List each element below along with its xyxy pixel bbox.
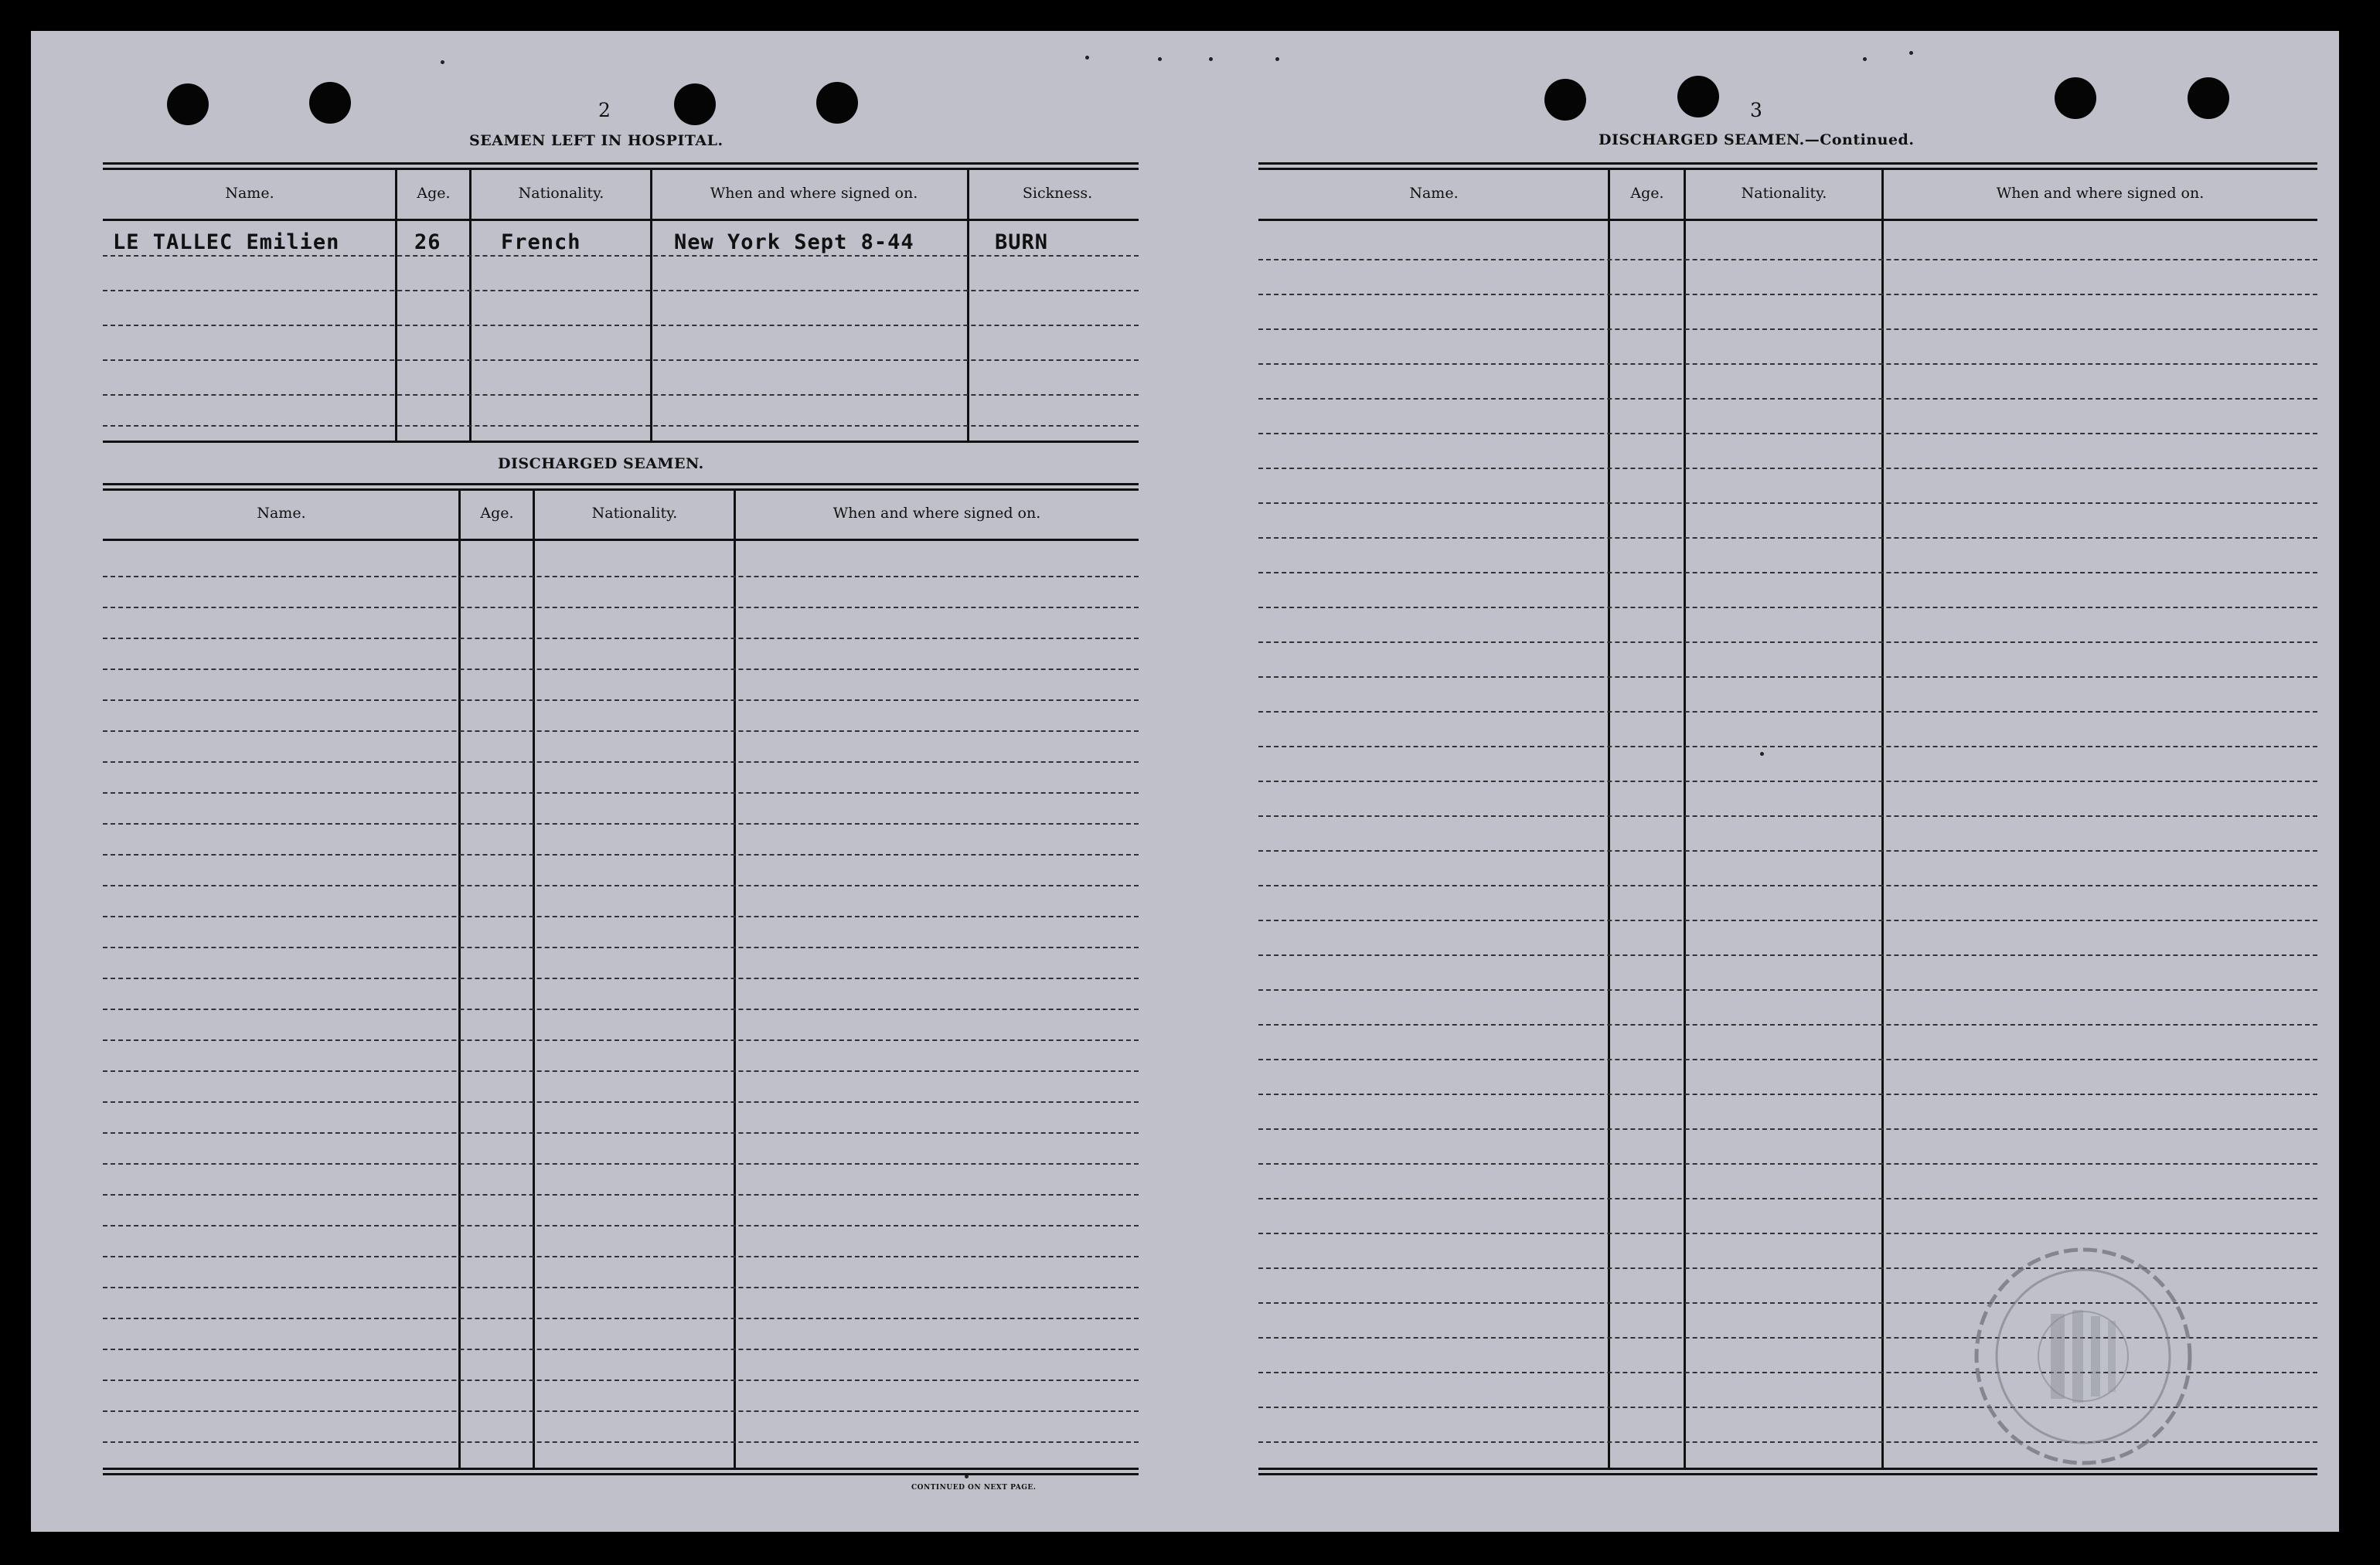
discharged-row-line bbox=[103, 1132, 1139, 1134]
right-col-name: Name. bbox=[1409, 185, 1459, 202]
discharged-row-line bbox=[103, 1380, 1139, 1381]
right-top-rule-2 bbox=[1258, 168, 2317, 170]
hospital-entry-age: 26 bbox=[414, 230, 441, 254]
discharged-row-line bbox=[103, 1070, 1139, 1072]
discharged-row-line bbox=[103, 1287, 1139, 1288]
right-row-line bbox=[1258, 954, 2317, 956]
hospital-col-age: Age. bbox=[417, 185, 451, 202]
speck bbox=[1760, 752, 1764, 756]
right-row-line bbox=[1258, 815, 2317, 817]
right-row-line bbox=[1258, 433, 2317, 434]
discharged-col-nationality: Nationality. bbox=[591, 505, 678, 522]
right-row-line bbox=[1258, 989, 2317, 991]
hospital-entry-name: LE TALLEC Emilien bbox=[113, 230, 340, 254]
right-row-line bbox=[1258, 328, 2317, 330]
speck bbox=[1863, 57, 1867, 61]
hospital-row-line bbox=[103, 359, 1139, 361]
hospital-row-line bbox=[103, 394, 1139, 396]
discharged-section-title: DISCHARGED SEAMEN. bbox=[498, 455, 704, 472]
right-col-divider bbox=[1684, 170, 1686, 1468]
hospital-col-divider bbox=[395, 170, 397, 441]
discharged-row-line bbox=[103, 885, 1139, 886]
manifest-sheet bbox=[31, 31, 2339, 1532]
discharged-row-line bbox=[103, 1256, 1139, 1257]
right-row-line bbox=[1258, 572, 2317, 573]
hospital-col-nationality: Nationality. bbox=[518, 185, 604, 202]
hospital-top-rule bbox=[103, 162, 1139, 165]
speck bbox=[1158, 57, 1162, 61]
hospital-col-divider bbox=[650, 170, 652, 441]
right-top-rule bbox=[1258, 162, 2317, 165]
hospital-col-signed-on: When and where signed on. bbox=[710, 185, 918, 202]
discharged-row-line bbox=[103, 761, 1139, 763]
right-row-line bbox=[1258, 1163, 2317, 1165]
right-row-line bbox=[1258, 537, 2317, 539]
discharged-row-line bbox=[103, 792, 1139, 794]
hospital-row-line bbox=[103, 325, 1139, 326]
right-bottom-rule-2 bbox=[1258, 1473, 2317, 1475]
discharged-row-line bbox=[103, 1349, 1139, 1350]
discharged-row-line bbox=[103, 1318, 1139, 1319]
punch-hole bbox=[2188, 77, 2229, 119]
discharged-row-line bbox=[103, 699, 1139, 701]
discharged-row-line bbox=[103, 730, 1139, 732]
speck bbox=[441, 60, 444, 64]
discharged-header-rule bbox=[103, 539, 1139, 541]
discharged-col-name: Name. bbox=[257, 505, 306, 522]
right-row-line bbox=[1258, 294, 2317, 295]
discharged-bottom-rule bbox=[103, 1468, 1139, 1470]
right-row-line bbox=[1258, 676, 2317, 678]
hospital-bottom-rule bbox=[103, 441, 1139, 443]
hospital-top-rule-2 bbox=[103, 168, 1139, 170]
punch-hole bbox=[309, 82, 351, 124]
right-row-line bbox=[1258, 1128, 2317, 1130]
right-col-divider bbox=[1608, 170, 1610, 1468]
right-col-divider bbox=[1881, 170, 1884, 1468]
right-row-line bbox=[1258, 363, 2317, 365]
page-number-left: 2 bbox=[598, 99, 611, 121]
hospital-col-name: Name. bbox=[225, 185, 274, 202]
punch-hole bbox=[1544, 79, 1586, 121]
right-row-line bbox=[1258, 259, 2317, 260]
right-row-line bbox=[1258, 641, 2317, 643]
right-row-line bbox=[1258, 502, 2317, 504]
right-header-rule bbox=[1258, 219, 2317, 221]
right-row-line bbox=[1258, 1024, 2317, 1026]
discharged-row-line bbox=[103, 669, 1139, 670]
speck bbox=[1085, 56, 1089, 60]
discharged-row-line bbox=[103, 1194, 1139, 1196]
right-row-line bbox=[1258, 781, 2317, 782]
discharged-row-line bbox=[103, 1441, 1139, 1443]
discharged-col-age: Age. bbox=[480, 505, 514, 522]
circular-stamp bbox=[1967, 1240, 2199, 1472]
discharged-row-line bbox=[103, 978, 1139, 979]
hospital-col-divider bbox=[469, 170, 472, 441]
discharged-row-line bbox=[103, 854, 1139, 856]
punch-hole bbox=[1677, 76, 1719, 117]
hospital-section-title: SEAMEN LEFT IN HOSPITAL. bbox=[469, 132, 724, 149]
hospital-col-sickness: Sickness. bbox=[1022, 185, 1093, 202]
punch-hole bbox=[2055, 77, 2096, 119]
discharged-row-line bbox=[103, 947, 1139, 948]
discharged-row-line bbox=[103, 823, 1139, 825]
discharged-top-rule-2 bbox=[103, 488, 1139, 491]
right-row-line bbox=[1258, 1059, 2317, 1060]
right-row-line bbox=[1258, 1233, 2317, 1234]
punch-hole bbox=[816, 82, 858, 124]
discharged-row-line bbox=[103, 916, 1139, 917]
hospital-row-line bbox=[103, 425, 1139, 427]
page-number-right: 3 bbox=[1750, 99, 1762, 121]
right-row-line bbox=[1258, 1198, 2317, 1199]
hospital-row-line bbox=[103, 290, 1139, 291]
speck bbox=[1275, 57, 1279, 61]
right-row-line bbox=[1258, 920, 2317, 921]
discharged-col-signed-on: When and where signed on. bbox=[832, 505, 1041, 522]
discharged-row-line bbox=[103, 1225, 1139, 1226]
discharged-bottom-rule-2 bbox=[103, 1473, 1139, 1475]
punch-hole bbox=[674, 83, 716, 125]
speck bbox=[1909, 51, 1913, 55]
discharged-row-line bbox=[103, 1039, 1139, 1041]
right-row-line bbox=[1258, 607, 2317, 608]
discharged-row-line bbox=[103, 1101, 1139, 1103]
discharged-row-line bbox=[103, 638, 1139, 639]
discharged-row-line bbox=[103, 1163, 1139, 1165]
right-row-line bbox=[1258, 850, 2317, 852]
right-row-line bbox=[1258, 468, 2317, 469]
right-col-age: Age. bbox=[1630, 185, 1664, 202]
discharged-row-line bbox=[103, 1410, 1139, 1412]
discharged-row-line bbox=[103, 1009, 1139, 1010]
continued-note: CONTINUED ON NEXT PAGE. bbox=[911, 1484, 1037, 1492]
punch-hole bbox=[167, 83, 209, 125]
right-row-line bbox=[1258, 1094, 2317, 1095]
discharged-row-line bbox=[103, 576, 1139, 577]
hospital-entry-sickness: BURN bbox=[995, 230, 1049, 254]
hospital-entry-nationality: French bbox=[501, 230, 581, 254]
right-row-line bbox=[1258, 398, 2317, 400]
right-row-line bbox=[1258, 885, 2317, 886]
right-col-nationality: Nationality. bbox=[1741, 185, 1827, 202]
right-col-signed-on: When and where signed on. bbox=[1996, 185, 2205, 202]
hospital-row-line bbox=[103, 255, 1139, 257]
discharged-continued-title: DISCHARGED SEAMEN.—Continued. bbox=[1599, 131, 1915, 148]
discharged-top-rule bbox=[103, 483, 1139, 485]
right-row-line bbox=[1258, 746, 2317, 747]
hospital-header-rule bbox=[103, 219, 1139, 221]
right-row-line bbox=[1258, 711, 2317, 713]
discharged-row-line bbox=[103, 607, 1139, 608]
speck bbox=[1209, 57, 1213, 61]
hospital-col-divider bbox=[967, 170, 969, 441]
hospital-entry-signed-on: New York Sept 8-44 bbox=[674, 230, 914, 254]
